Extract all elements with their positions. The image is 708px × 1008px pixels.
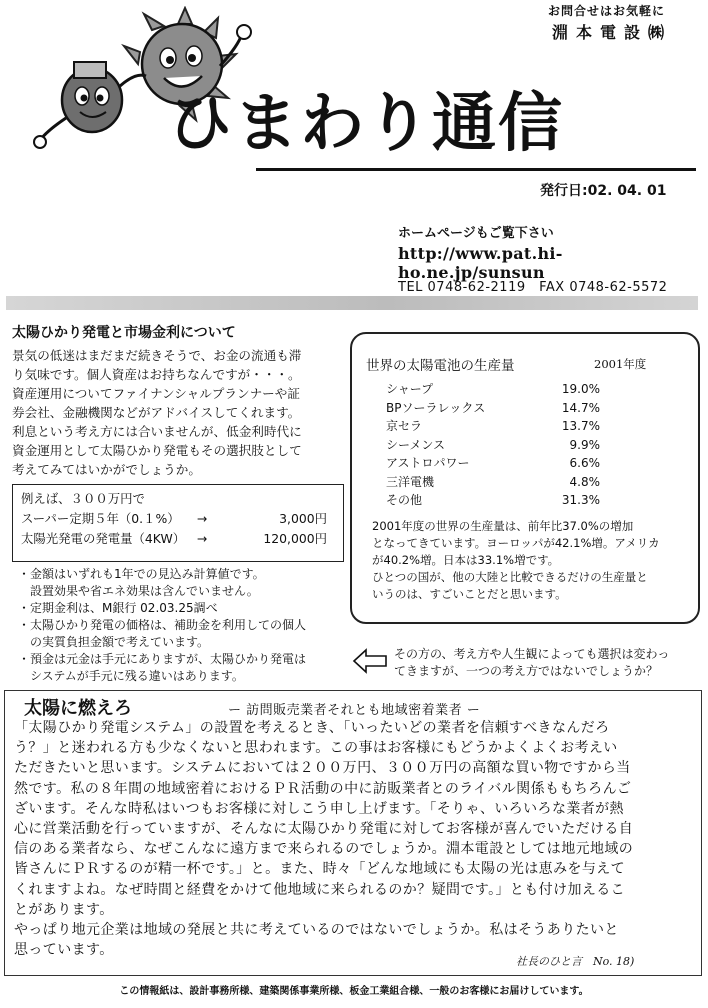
title-underline: [256, 168, 696, 171]
example-title: 例えば、３００万円で: [21, 491, 145, 506]
essay-body: [14, 718, 698, 960]
manufacturer-name: 三洋電機: [386, 474, 435, 489]
table-row: [386, 454, 600, 473]
manufacturer-name: その他: [386, 493, 423, 507]
table-row: [386, 473, 600, 492]
arrow-right-icon: →: [197, 531, 208, 546]
article-heading: 太陽ひかり発電と市場金利について: [12, 325, 236, 341]
essay-line: ざいます。そんな時私はいつもお客様に対しこう申し上げます。「そりゃ、いろいろな業者が熱: [14, 800, 624, 817]
essay-line: 皆さんにＰＲするのが精一杯です。」と。また、時々「どんな地域にも太陽の光は恵みを与えて: [14, 861, 626, 878]
table-row: [386, 491, 600, 510]
example-row: [21, 509, 335, 529]
example-value: 120,000円: [263, 531, 327, 546]
share-value: 31.3%: [561, 493, 600, 507]
body-line: 考えてみてはいかがでしょうか。: [12, 462, 201, 477]
table-row: [386, 399, 600, 418]
note-line: 設置効果や省エネ効果は含んでいません。: [30, 584, 259, 598]
issue-date: 発行日:02. 04. 01: [540, 183, 667, 199]
section-divider: [6, 296, 698, 310]
panel-line: 2001年度の世界の生産量は、前年比37.0%の増加: [372, 519, 634, 533]
panel-line: が40.2%増。日本は33.1%増です。: [372, 553, 560, 567]
arrow-left-icon: [352, 648, 388, 674]
essay-line: 然です。私の８年間の地域密着におけるＰＲ活動の中に訪販業者とのライバル関係ももちろんご: [14, 780, 632, 797]
example-label: スーパー定期５年（0.１%）: [21, 511, 180, 526]
example-value: 3,000円: [279, 511, 327, 526]
share-value: 14.7%: [561, 400, 600, 415]
panel-line: ひとつの国が、他の大陸と比較できるだけの生産量と: [372, 570, 648, 584]
share-value: 6.6%: [569, 456, 600, 470]
share-value: 19.0%: [561, 382, 600, 396]
table-row: [386, 436, 600, 455]
body-line: 利息という考え方には合いませんが、低金利時代に: [12, 424, 302, 439]
note-line: ・定期金利は、M銀行 02.03.25調べ: [18, 601, 218, 615]
panel-text: [372, 518, 696, 603]
essay-line: 心に営業活動を行っていますが、そんなに太陽ひかり発電に対してお客様が喜んでいただける自: [14, 821, 634, 838]
essay-line: とがあります。: [14, 901, 114, 918]
essay-line: やっぱり地元企業は地域の発展と共に考えているのではないでしょうか。私はそうありたいと: [14, 922, 619, 939]
note-line: システムが手元に残る違いはあります。: [30, 669, 244, 683]
essay-line: くれますよね。なぜ時間と経費をかけて他地域に来られるのか？疑問です。」とも付け加えるこ: [14, 881, 626, 898]
body-line: 資金運用として太陽ひかり発電もその選択肢として: [12, 443, 302, 458]
share-value: 9.9%: [569, 437, 600, 452]
production-share-table: [386, 380, 600, 510]
essay-line: 思っています。: [14, 942, 114, 959]
body-line: 景気の低迷はまだまだ続きそうで、お金の流通も滞: [12, 348, 302, 363]
light-bulb-mascot-icon: [34, 62, 146, 148]
table-row: [386, 380, 600, 399]
essay-line: う？」と迷われる方も少なくないと思われます。この事はお客様にもどうかよくよくお考えい: [14, 740, 618, 757]
comment-line: てきますが、一つの考え方ではないでしょうか？: [394, 664, 659, 678]
essay-heading: 太陽に燃えろ: [24, 698, 132, 719]
signature: 社長のひと言 No. 18): [516, 955, 635, 968]
manufacturer-name: BPソーラレックス: [386, 400, 486, 415]
homepage-url[interactable]: http://www.pat.hi-ho.ne.jp/sunsun: [398, 244, 563, 282]
note-line: ・金額はいずれも1年での見込み計算値です。: [18, 567, 265, 581]
share-value: 4.8%: [569, 474, 600, 489]
note-line: の実質負担金額で考えています。: [30, 635, 210, 649]
essay-subheading: ー 訪問販売業者それとも地域密着業者 ー: [228, 703, 481, 718]
comment-text: [394, 646, 700, 680]
essay-line: 信のある業者なら、なぜこんなに遠方まで来られるのでしょうか。淵本電設としては地元地域の: [14, 841, 634, 858]
panel-year: 2001年度: [594, 357, 647, 371]
example-label: 太陽光発電の発電量（4KW）: [21, 531, 186, 546]
newsletter-title: ひまわり通信: [168, 87, 564, 161]
manufacturer-name: シャープ: [386, 382, 434, 396]
panel-line: いうのは、すごいことだと思います。: [372, 587, 567, 601]
homepage-note: ホームページもご覧下さい: [398, 226, 554, 241]
body-line: 券会社、金融機関などがアドバイスしてくれます。: [12, 405, 301, 420]
example-box: [12, 484, 344, 562]
essay-line: 「太陽ひかり発電システム」の設置を考えるとき、「いったいどの業者を信頼すべきなんだろ: [14, 720, 610, 736]
company-name: 淵本電設㈱: [552, 23, 673, 42]
arrow-right-icon: →: [197, 511, 208, 526]
article-body: [12, 346, 350, 479]
body-line: り気味です。個人資産はお持ちなんですが・・・。: [12, 367, 301, 382]
manufacturer-name: アストロパワー: [386, 456, 470, 470]
example-row: [21, 529, 335, 549]
share-value: 13.7%: [561, 419, 600, 433]
contact-note: お問合せはお気軽に: [548, 4, 666, 18]
footer-note: この情報紙は、設計事務所様、建築関係事業所様、板金工業組合様、一般のお客様にお届けしています。: [119, 986, 589, 997]
body-line: 資産運用についてファイナンシャルプランナーや証: [12, 386, 300, 401]
table-row: [386, 417, 600, 436]
manufacturer-name: シーメンス: [386, 437, 446, 452]
panel-title: 世界の太陽電池の生産量: [366, 358, 515, 374]
panel-line: となってきています。ヨーロッパが42.1%増。アメリカ: [372, 536, 660, 550]
comment-line: その方の、考え方や人生観によっても選択は変わっ: [394, 647, 670, 661]
manufacturer-name: 京セラ: [386, 419, 423, 433]
notes-list: [18, 566, 350, 685]
note-line: ・預金は元金は手元にありますが、太陽ひかり発電は: [18, 652, 307, 666]
phone-fax: TEL 0748-62-2119 FAX 0748-62-5572: [398, 280, 668, 295]
essay-line: ただきたいと思います。システムにおいては２００万円、３００万円の高額な買い物ですから当: [14, 760, 631, 777]
note-line: ・太陽ひかり発電の価格は、補助金を利用しての個人: [18, 618, 307, 632]
